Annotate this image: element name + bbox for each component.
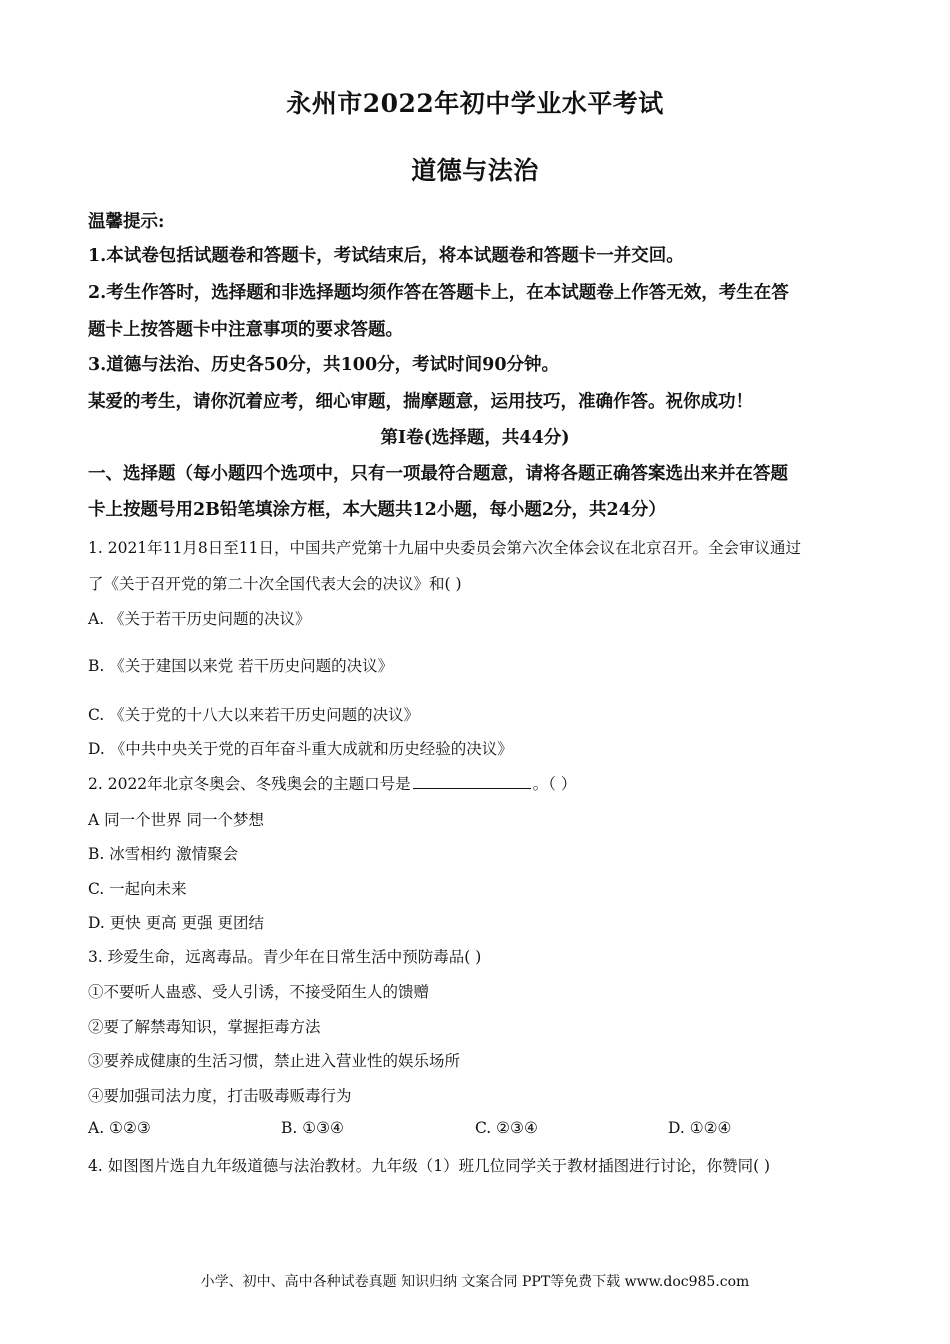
q1-option-a: A. 《关于若干历史问题的决议》 [88, 610, 311, 628]
q2-stem-before: 2. 2022年北京冬奥会、冬残奥会的主题口号是 [88, 775, 411, 793]
section1-instructions-line-2: 卡上按题号用2B铅笔填涂方框，本大题共12小题，每小题2分，共24分） [88, 500, 666, 520]
q2-option-d: D. 更快 更高 更强 更团结 [88, 914, 265, 932]
q3-statement-4: ④要加强司法力度，打击吸毒贩毒行为 [88, 1087, 352, 1105]
q3-statement-3: ③要养成健康的生活习惯，禁止进入营业性的娱乐场所 [88, 1052, 461, 1070]
notice-heading: 温馨提示: [88, 212, 165, 232]
q3-option-a: A. ①②③ [88, 1119, 151, 1137]
notice-wish: 某爱的考生，请你沉着应考，细心审题，揣摩题意，运用技巧，准确作答。祝你成功！ [88, 392, 753, 412]
notice-item-3: 3.道德与法治、历史各50分，共100分，考试时间90分钟。 [88, 355, 560, 375]
notice-item-2-line-2: 题卡上按答题卡中注意事项的要求答题。 [88, 320, 403, 340]
q3-stem: 3. 珍爱生命，远离毒品。青少年在日常生活中预防毒品( ) [88, 948, 482, 966]
q4-stem: 4. 如图图片选自九年级道德与法治教材。九年级（1）班几位同学关于教材插图进行讨论，你赞同( ) [88, 1157, 771, 1175]
q1-option-c: C. 《关于党的十八大以来若干历史问题的决议》 [88, 706, 420, 724]
exam-title: 永州市2022年初中学业水平考试 [286, 89, 664, 118]
q2-option-b: B. 冰雪相约 激情聚会 [88, 845, 239, 863]
page-footer: 小学、初中、高中各种试卷真题 知识归纳 文案合同 PPT等免费下载 www.doc985.com [200, 1274, 750, 1290]
q1-option-b: B. 《关于建国以来党 若干历史问题的决议》 [88, 657, 394, 675]
q1-stem-line-2: 了《关于召开党的第二十次全国代表大会的决议》和( ) [88, 575, 462, 593]
notice-item-2-line-1: 2.考生作答时，选择题和非选择题均须作答在答题卡上，在本试题卷上作答无效，考生在答 [88, 283, 789, 303]
notice-item-1: 1.本试卷包括试题卷和答题卡，考试结束后，将本试题卷和答题卡一并交回。 [88, 246, 684, 266]
q3-option-c: C. ②③④ [475, 1119, 538, 1137]
q3-statement-1: ①不要听人蛊惑、受人引诱，不接受陌生人的馈赠 [88, 983, 430, 1001]
q1-stem-line-1: 1. 2021年11月8日至11日，中国共产党第十九届中央委员会第六次全体会议在北京召开。全会审议通过 [88, 539, 801, 557]
q2-option-a: A 同一个世界 同一个梦想 [88, 811, 265, 829]
q2-answer-blank [413, 774, 531, 789]
q2-stem [88, 772, 576, 794]
q1-option-d: D. 《中共中央关于党的百年奋斗重大成就和历史经验的决议》 [88, 740, 513, 758]
q3-option-d: D. ①②④ [668, 1119, 732, 1137]
part1-title: 第Ⅰ卷(选择题，共44分) [380, 428, 570, 448]
section1-instructions-line-1: 一、选择题（每小题四个选项中，只有一项最符合题意，请将各题正确答案选出来并在答题 [88, 464, 788, 484]
q2-option-c: C. 一起向未来 [88, 880, 187, 898]
subject-title: 道德与法治 [411, 156, 539, 185]
q3-option-b: B. ①③④ [281, 1119, 344, 1137]
q2-stem-after: 。（ ） [532, 775, 577, 793]
q3-statement-2: ②要了解禁毒知识，掌握拒毒方法 [88, 1018, 321, 1036]
